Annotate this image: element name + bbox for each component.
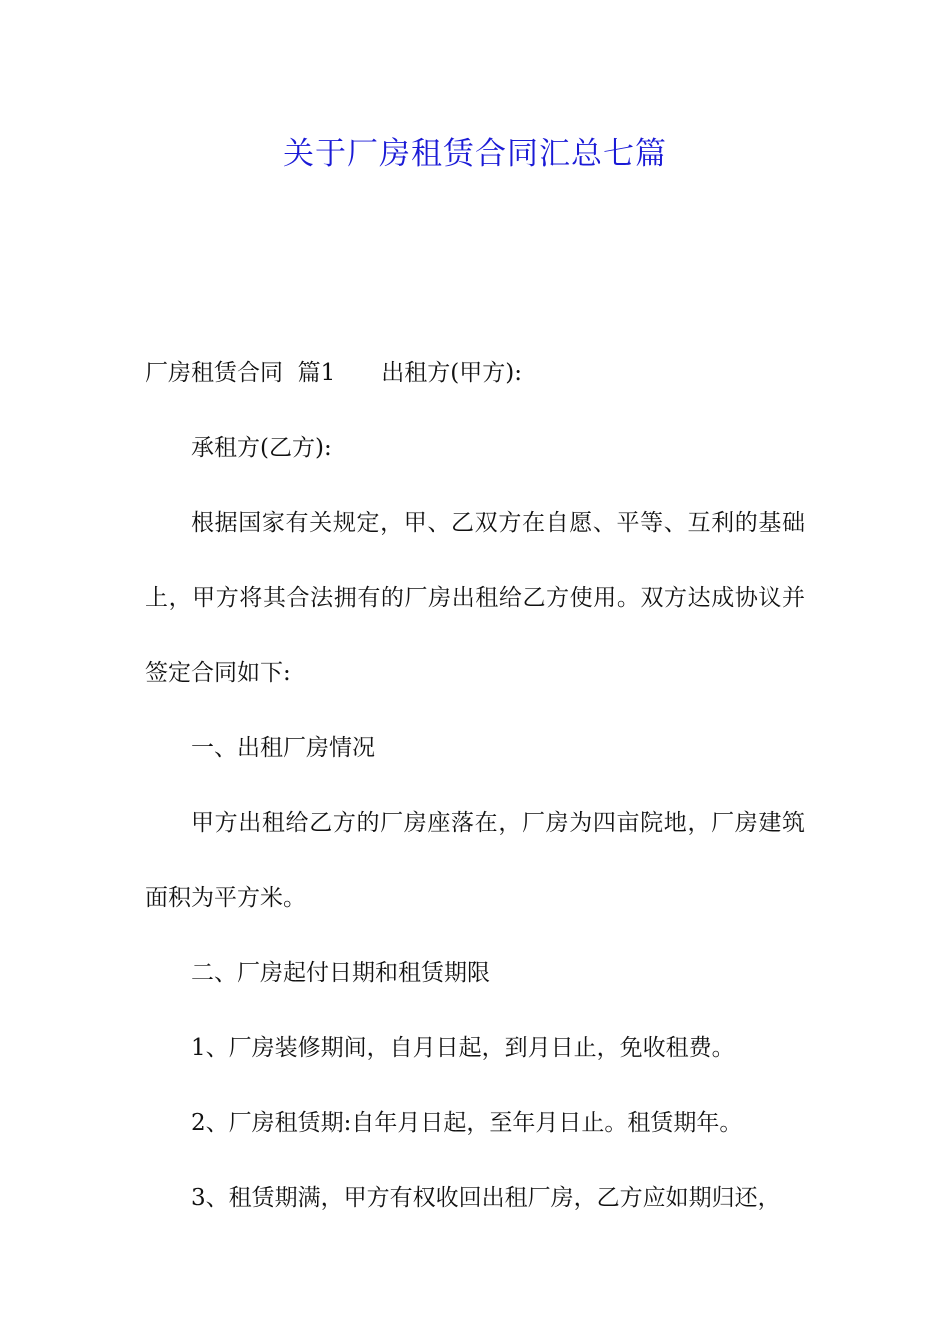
contract-heading: 厂房租赁合同 篇1: [145, 360, 336, 386]
paragraph-preamble: 根据国家有关规定，甲、乙双方在自愿、平等、互利的基础上，甲方将其合法拥有的厂房出租给乙方使用。双方达成协议并签定合同如下:: [145, 510, 805, 686]
clause-3: 3、租赁期满，甲方有权收回出租厂房，乙方应如期归还，: [191, 1185, 781, 1211]
paragraph-location: 甲方出租给乙方的厂房座落在，厂房为四亩院地，厂房建筑面积为平方米。: [145, 810, 805, 911]
clause-1: 1、厂房装修期间，自月日起，到月日止，免收租费。: [191, 1035, 735, 1061]
lessor-label: 出租方(甲方):: [381, 360, 522, 386]
clause-2: 2、厂房租赁期:自年月日起，至年月日止。租赁期年。: [191, 1110, 743, 1136]
section-heading-1: 一、出租厂房情况: [191, 735, 375, 761]
document-title: 关于厂房租赁合同汇总七篇: [283, 136, 667, 172]
document-body: [145, 336, 805, 1236]
section-heading-2: 二、厂房起付日期和租赁期限: [191, 960, 490, 986]
paragraph-lessee: 承租方(乙方):: [191, 435, 332, 461]
first-line: [145, 336, 805, 411]
